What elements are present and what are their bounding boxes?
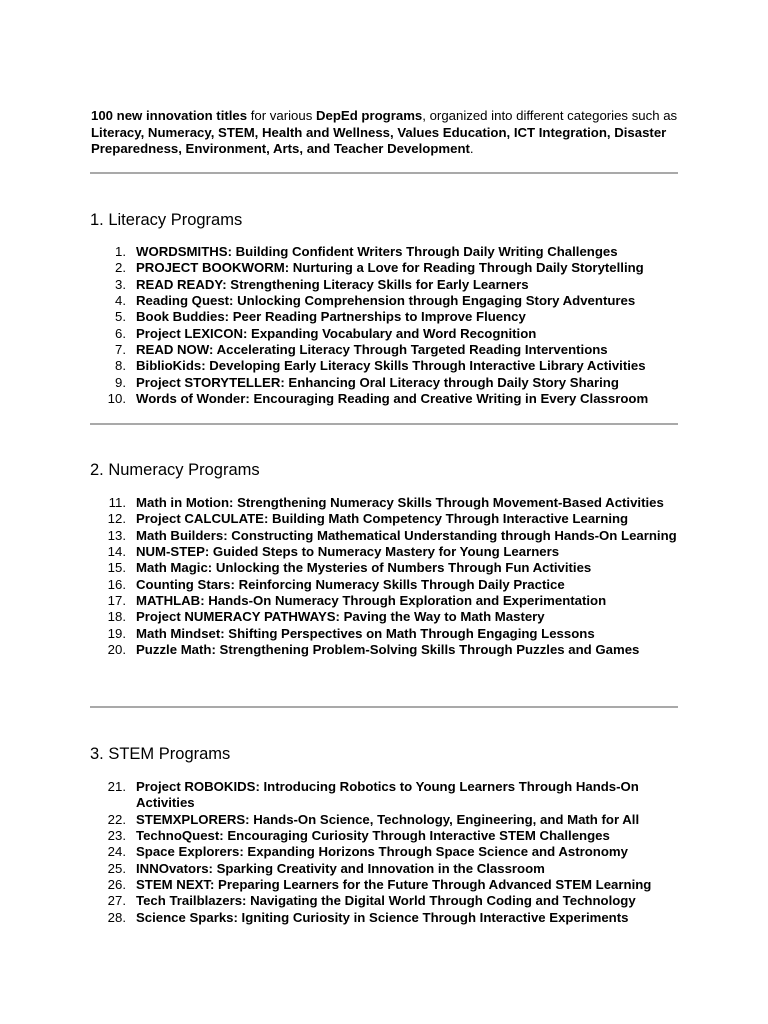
item-title: Puzzle Math: Strengthening Problem-Solving Skills Through Puzzles and Games xyxy=(136,642,640,658)
item-number: 5. xyxy=(115,309,126,325)
list-item xyxy=(90,893,690,909)
item-title: Words of Wonder: Encouraging Reading and Creative Writing in Every Classroom xyxy=(136,391,649,407)
item-number: 11. xyxy=(108,495,126,510)
item-number: 10. xyxy=(107,391,126,407)
item-number: 6. xyxy=(115,325,126,341)
item-title: Project STORYTELLER: Enhancing Oral Literacy through Daily Story Sharing xyxy=(136,374,619,390)
item-number: 13. xyxy=(107,527,126,543)
item-number: 23. xyxy=(107,828,126,844)
list-item xyxy=(90,844,690,860)
item-number: 1. xyxy=(115,244,126,259)
item-number: 9. xyxy=(115,374,126,390)
item-title: Math in Motion: Strengthening Numeracy Skills Through Movement-Based Activities xyxy=(136,495,664,510)
list-item xyxy=(90,342,690,358)
list-item xyxy=(90,577,690,593)
item-title: NUM-STEP: Guided Steps to Numeracy Mastery for Young Learners xyxy=(136,544,560,560)
item-title: BiblioKids: Developing Early Literacy Skills Through Interactive Library Activities xyxy=(136,358,646,374)
section-heading-stem: 3. STEM Programs xyxy=(90,745,231,763)
item-number: 26. xyxy=(107,877,126,893)
list-item xyxy=(90,910,690,926)
item-title: READ NOW: Accelerating Literacy Through Targeted Reading Interventions xyxy=(136,342,608,358)
item-number: 18. xyxy=(107,609,126,625)
list-item xyxy=(90,642,690,658)
item-title: WORDSMITHS: Building Confident Writers Through Daily Writing Challenges xyxy=(136,244,618,259)
item-number: 3. xyxy=(115,276,126,292)
item-number: 24. xyxy=(107,844,126,860)
section-heading-numeracy: 2. Numeracy Programs xyxy=(90,461,260,479)
item-number: 25. xyxy=(107,860,126,876)
item-title: Science Sparks: Igniting Curiosity in Science Through Interactive Experiments xyxy=(136,909,629,925)
item-number: 7. xyxy=(115,342,126,358)
list-item xyxy=(90,375,690,391)
intro-text: for various xyxy=(247,108,316,123)
list-item xyxy=(90,260,690,276)
item-title: Project CALCULATE: Building Math Competency Through Interactive Learning xyxy=(136,511,629,527)
item-title: Math Magic: Unlocking the Mysteries of Numbers Through Fun Activities xyxy=(136,560,592,576)
intro-text: , organized into different categories such as xyxy=(422,108,678,123)
intro-paragraph xyxy=(91,108,691,158)
list-item xyxy=(90,560,690,576)
section-divider xyxy=(90,423,678,425)
item-title: READ READY: Strengthening Literacy Skills for Early Learners xyxy=(136,276,529,292)
list-item xyxy=(90,495,690,511)
item-title: INNOvators: Sparking Creativity and Innovation in the Classroom xyxy=(136,860,545,876)
list-item xyxy=(90,277,690,293)
item-title: STEM NEXT: Preparing Learners for the Future Through Advanced STEM Learning xyxy=(136,877,652,893)
list-item xyxy=(90,326,690,342)
intro-bold-deped: DepEd programs xyxy=(316,108,423,123)
list-item xyxy=(90,358,690,374)
item-title: Project ROBOKIDS: Introducing Robotics to Young Learners Through Hands-On Activities xyxy=(136,779,639,811)
item-title: Project LEXICON: Expanding Vocabulary and Word Recognition xyxy=(136,325,537,341)
list-item xyxy=(90,812,690,828)
item-number: 12. xyxy=(107,511,126,527)
item-title: Math Builders: Constructing Mathematical Understanding through Hands-On Learning xyxy=(136,527,677,543)
list-item xyxy=(90,244,690,260)
numeracy-list xyxy=(90,495,690,658)
intro-text: . xyxy=(469,141,474,157)
list-item xyxy=(90,391,690,407)
item-title: Counting Stars: Reinforcing Numeracy Skills Through Daily Practice xyxy=(136,576,565,592)
item-number: 8. xyxy=(115,358,126,374)
item-title: Math Mindset: Shifting Perspectives on Math Through Engaging Lessons xyxy=(136,625,595,641)
item-title: Reading Quest: Unlocking Comprehension through Engaging Story Adventures xyxy=(136,293,636,309)
list-item xyxy=(90,544,690,560)
item-title: STEMXPLORERS: Hands-On Science, Technology, Engineering, and Math for All xyxy=(136,811,640,827)
list-item xyxy=(90,293,690,309)
list-item xyxy=(90,511,690,527)
list-item xyxy=(90,861,690,877)
item-title: MATHLAB: Hands-On Numeracy Through Exploration and Experimentation xyxy=(136,593,607,609)
item-number: 27. xyxy=(107,893,126,909)
item-number: 20. xyxy=(107,642,126,658)
literacy-list xyxy=(90,244,690,407)
item-title: Tech Trailblazers: Navigating the Digital World Through Coding and Technology xyxy=(136,893,636,909)
section-heading-literacy: 1. Literacy Programs xyxy=(90,211,243,229)
section-divider xyxy=(90,172,678,174)
section-divider xyxy=(90,706,678,708)
item-number: 21. xyxy=(107,779,126,794)
list-item xyxy=(90,309,690,325)
item-number: 2. xyxy=(115,260,126,276)
list-item xyxy=(90,609,690,625)
item-number: 4. xyxy=(115,293,126,309)
item-title: PROJECT BOOKWORM: Nurturing a Love for Reading Through Daily Storytelling xyxy=(136,260,644,276)
item-number: 19. xyxy=(107,625,126,641)
intro-bold-titles: 100 new innovation titles xyxy=(91,108,248,123)
intro-bold-categories: Literacy, Numeracy, STEM, Health and Wellness, Values Education, ICT Integration, Disaster Preparedness, Environment, Arts, and Teacher Development xyxy=(91,124,667,157)
stem-list xyxy=(90,779,690,926)
list-item xyxy=(90,593,690,609)
list-item xyxy=(90,626,690,642)
list-item xyxy=(90,528,690,544)
item-number: 14. xyxy=(107,544,126,560)
item-title: Space Explorers: Expanding Horizons Through Space Science and Astronomy xyxy=(136,844,628,860)
item-number: 17. xyxy=(107,593,126,609)
item-title: Book Buddies: Peer Reading Partnerships to Improve Fluency xyxy=(136,309,526,325)
item-title: Project NUMERACY PATHWAYS: Paving the Way to Math Mastery xyxy=(136,609,545,625)
item-number: 16. xyxy=(107,576,126,592)
list-item xyxy=(90,779,690,812)
item-number: 28. xyxy=(107,909,126,925)
list-item xyxy=(90,877,690,893)
list-item xyxy=(90,828,690,844)
item-number: 15. xyxy=(107,560,126,576)
item-title: TechnoQuest: Encouraging Curiosity Through Interactive STEM Challenges xyxy=(136,828,610,844)
item-number: 22. xyxy=(107,811,126,827)
